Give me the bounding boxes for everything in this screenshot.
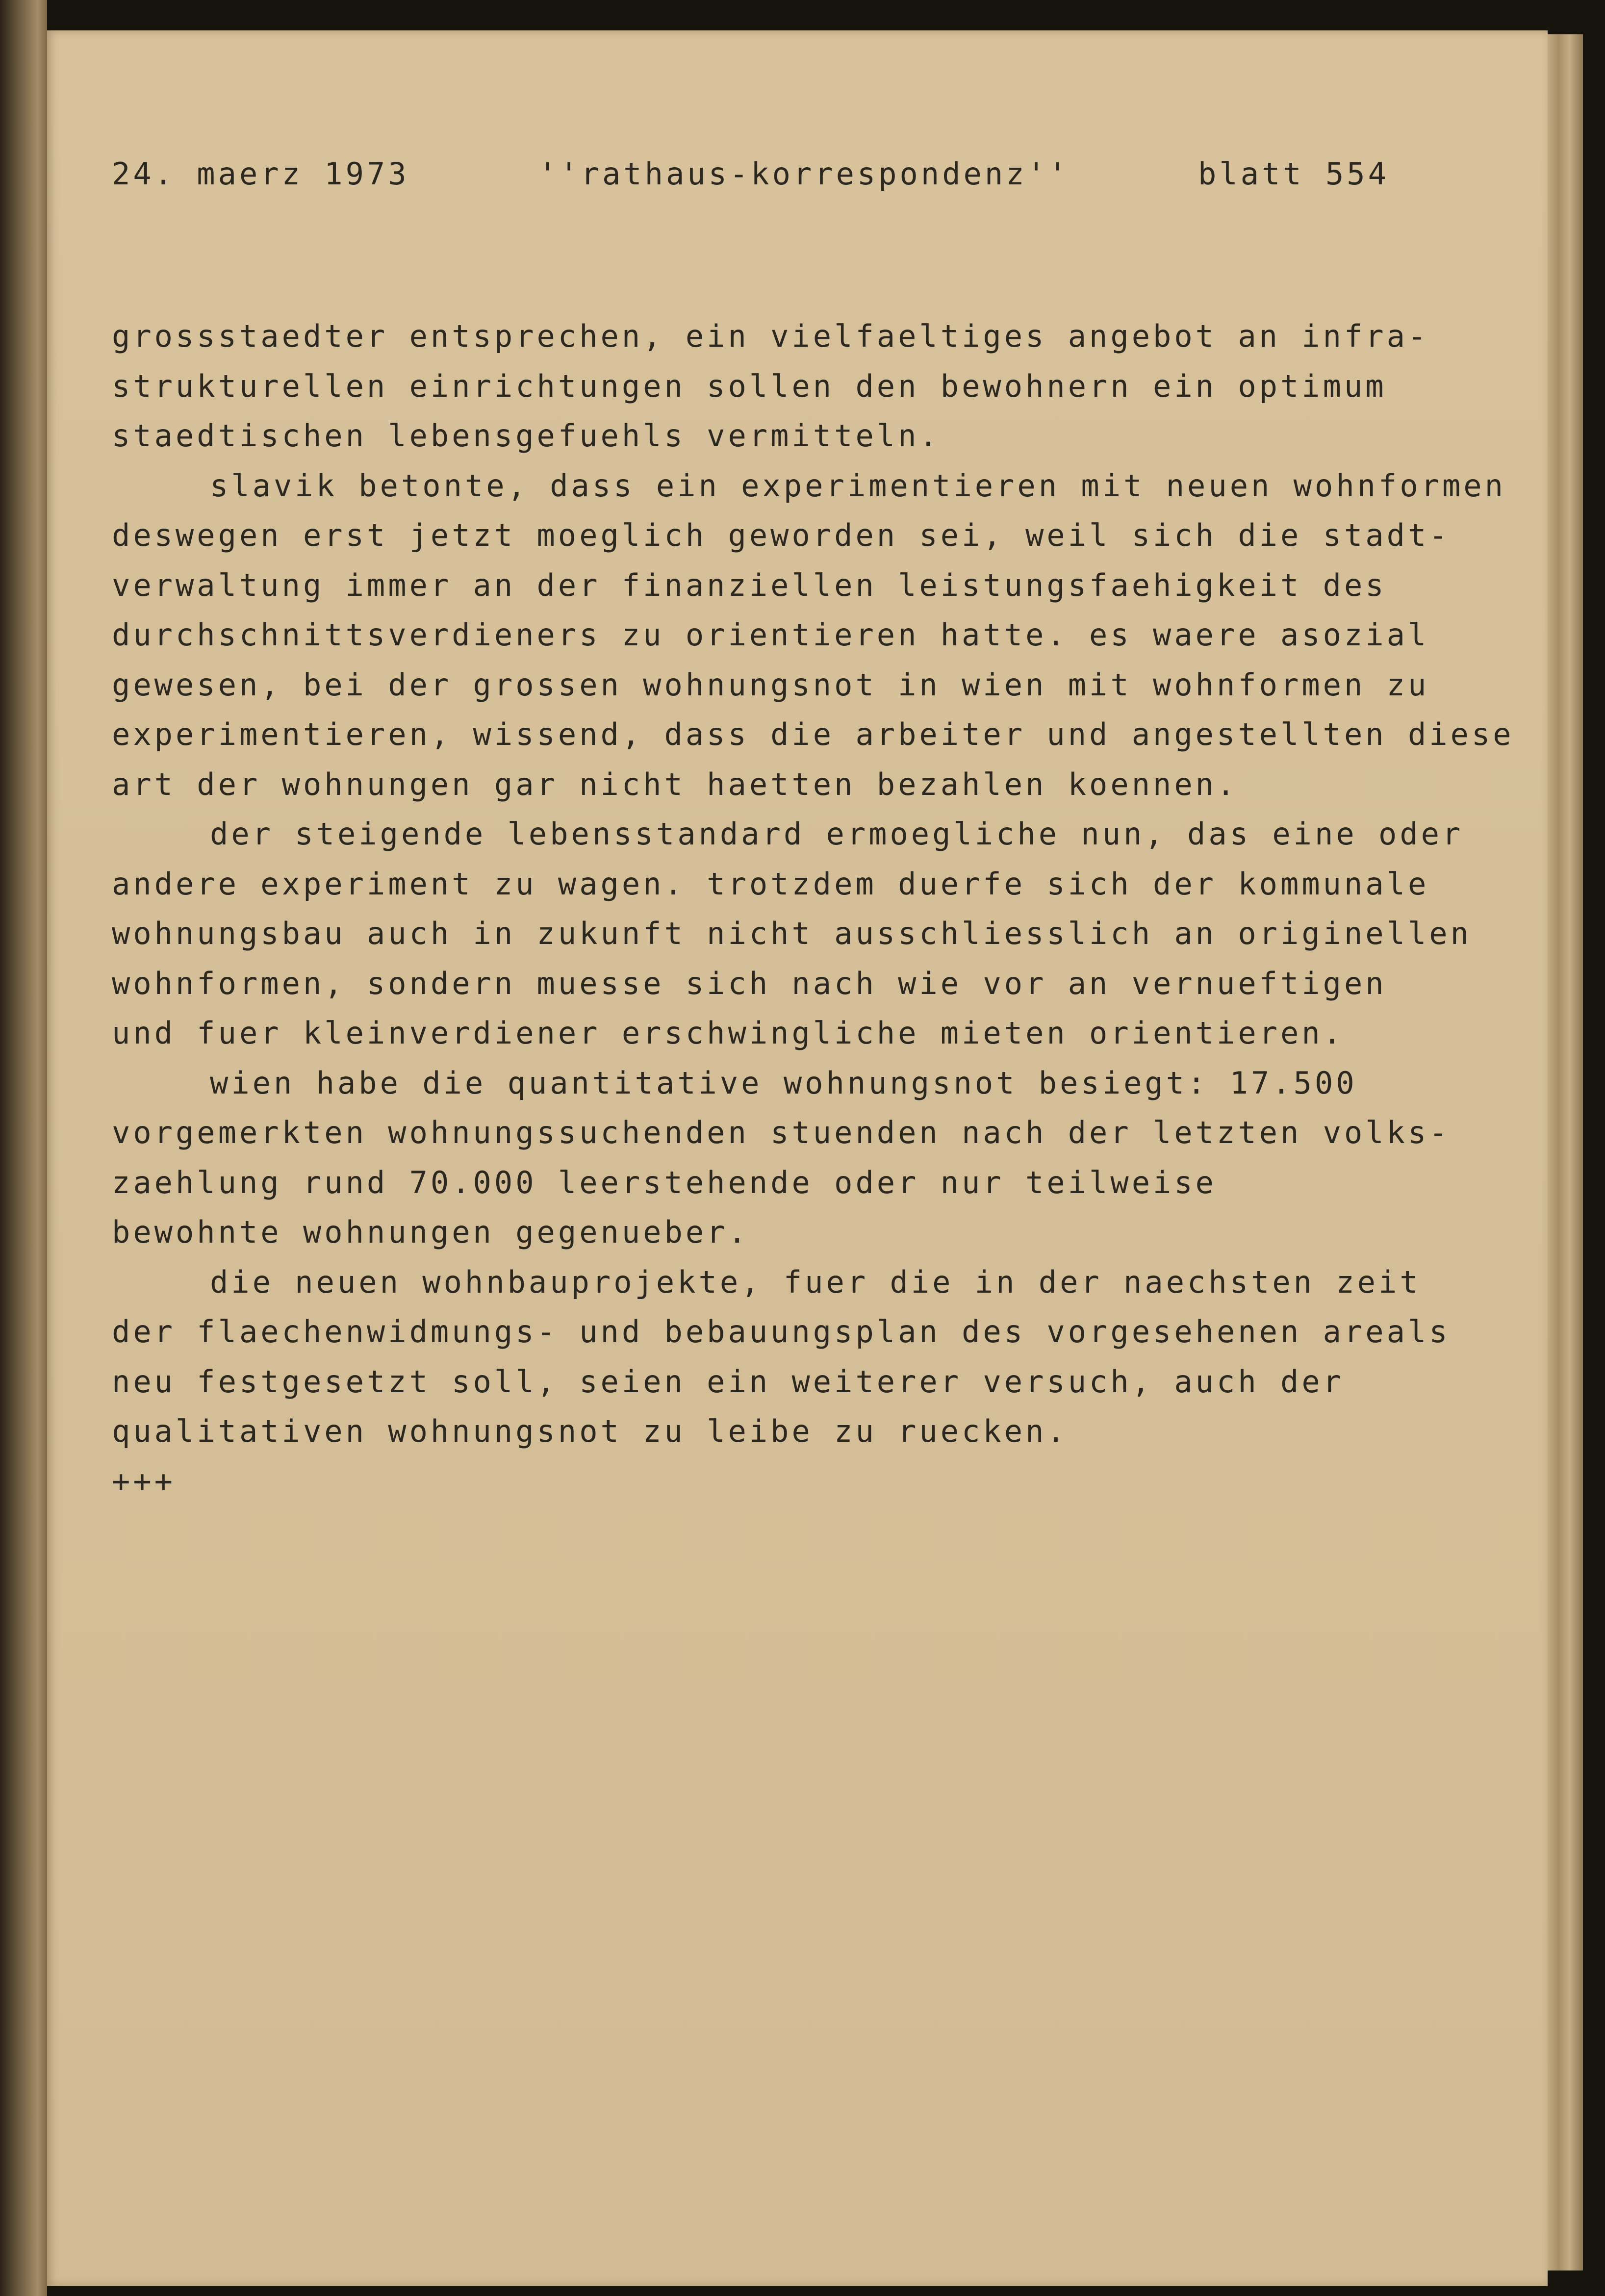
body-line: experimentieren, wissend, dass die arbeiter und angestellten diese	[112, 716, 1514, 752]
body-line: deswegen erst jetzt moeglich geworden sei, weil sich die stadt-	[112, 517, 1451, 553]
body-line: grossstaedter entsprechen, ein vielfaeltiges angebot an infra-	[112, 318, 1429, 354]
body-line: durchschnittsverdieners zu orientieren hatte. es waere asozial	[112, 617, 1429, 653]
body-line: gewesen, bei der grossen wohnungsnot in wien mit wohnformen zu	[112, 666, 1429, 703]
body-line: neu festgesetzt soll, seien ein weiterer versuch, auch der	[112, 1363, 1344, 1400]
body-line: strukturellen einrichtungen sollen den bewohnern ein optimum	[112, 368, 1387, 404]
body-line: vorgemerkten wohnungssuchenden stuenden nach der letzten volks-	[112, 1115, 1451, 1150]
body-line: wohnformen, sondern muesse sich nach wie vor an vernueftigen	[112, 965, 1387, 1001]
header-publication: ''rathaus-korrespondenz''	[538, 156, 1070, 192]
body-line: andere experiment zu wagen. trotzdem duerfe sich der kommunale	[112, 866, 1429, 902]
header-sheet-number: blatt 554	[1198, 156, 1389, 192]
body-line: verwaltung immer an der finanziellen leistungsfaehigkeit des	[112, 567, 1387, 603]
body-line: die neuen wohnbauprojekte, fuer die in der naechsten zeit	[210, 1264, 1421, 1300]
body-line: wien habe die quantitative wohnungsnot besiegt: 17.500	[210, 1065, 1357, 1101]
end-marker: +++	[112, 1463, 176, 1499]
body-line: zaehlung rund 70.000 leerstehende oder nur teilweise	[112, 1164, 1217, 1200]
header-date: 24. maerz 1973	[112, 156, 409, 192]
binding-edge	[0, 0, 47, 2296]
body-line: art der wohnungen gar nicht haetten bezahlen koennen.	[112, 766, 1238, 802]
body-line: bewohnte wohnungen gegenueber.	[112, 1214, 749, 1250]
page-header	[112, 156, 1387, 195]
body-line: qualitativen wohnungsnot zu leibe zu ruecken.	[112, 1413, 1068, 1449]
body-text	[112, 311, 1514, 1506]
body-line: der flaechenwidmungs- und bebauungsplan des vorgesehenen areals	[112, 1314, 1451, 1350]
body-line: staedtischen lebensgefuehls vermitteln.	[112, 418, 941, 454]
body-line: und fuer kleinverdiener erschwingliche mieten orientieren.	[112, 1015, 1344, 1051]
body-line: wohnungsbau auch in zukunft nicht ausschliesslich an originellen	[112, 916, 1472, 951]
body-line: der steigende lebensstandard ermoegliche nun, das eine oder	[210, 816, 1464, 852]
body-line: slavik betonte, dass ein experimentieren mit neuen wohnformen	[210, 467, 1506, 504]
